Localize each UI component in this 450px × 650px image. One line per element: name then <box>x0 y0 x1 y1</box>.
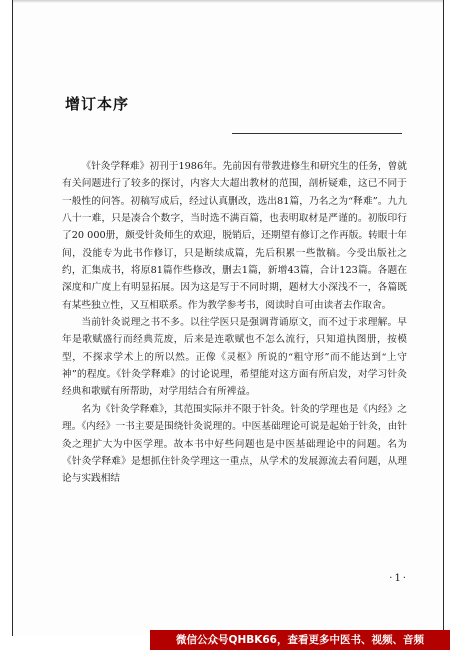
watermark-banner: 微信公众号QHBK66，查看更多中医书、视频、音频 <box>150 630 450 650</box>
paragraph-1: 《针灸学释难》初刊于1986年。先前因有带教进修生和研究生的任务，曾就有关问题进行了较多的探讨，内容大大超出教材的范围，剖析疑难，这已不同于一般性的问答。初稿写成后，经过认真删改，选出81篇，乃名之为“释难”。九九八十一难，只是凑合个数字，当时选不满百篇，也表明取材是严谨的。初版印行了20 000册，颇受针灸师生的欢迎，脱销后，还期望有修订之作再版。转眼十年间，没能专为此书作修订，只是断续成篇，先后积累一些散稿。今受出版社之约，汇集成书，将原81篇作些修改，删去1篇，新增43篇，合计123篇。各题在深度和广度上有明显拓展。因为这是写于不同时期，题材大小深浅不一，各篇既有某些独立性，又互相联系。作为教学参考书，阅读时自可由读者去作取舍。 <box>62 161 407 311</box>
paragraph-2: 当前针灸说理之书不多。以往学医只是强调背诵原文，而不过于求理解。早年是歌赋盛行而经典荒废，后来是连歌赋也不怎么流行，只知道执图册，按模型，不探求学术上的所以然。正像《灵枢》所说的“粗守形”而不能达到“上守神”的程度。《针灸学释难》的讨论说理，希望能对这方面有所启发，对学习针灸经典和歌赋有所帮助，对学用结合有所裨益。 <box>62 317 407 398</box>
page-top-shadow <box>13 0 443 3</box>
body-text <box>62 158 407 488</box>
page-title: 增订本序 <box>65 95 130 113</box>
title-divider <box>232 133 402 134</box>
paragraph-3: 名为《针灸学释难》，其范围实际并不限于针灸。针灸的学理也是《内经》之理。《内经》一书主要是围绕针灸说理的。中医基础理论可说是起始于针灸，由针灸之理扩大为中医学理。故本书中好些问题也是中医基础理论中的问题。名为《针灸学释难》是想抓住针灸学理这一重点，从学术的发展源流去看问题，从理论与实践相结 <box>62 403 407 485</box>
page-number: ·1· <box>389 573 408 584</box>
